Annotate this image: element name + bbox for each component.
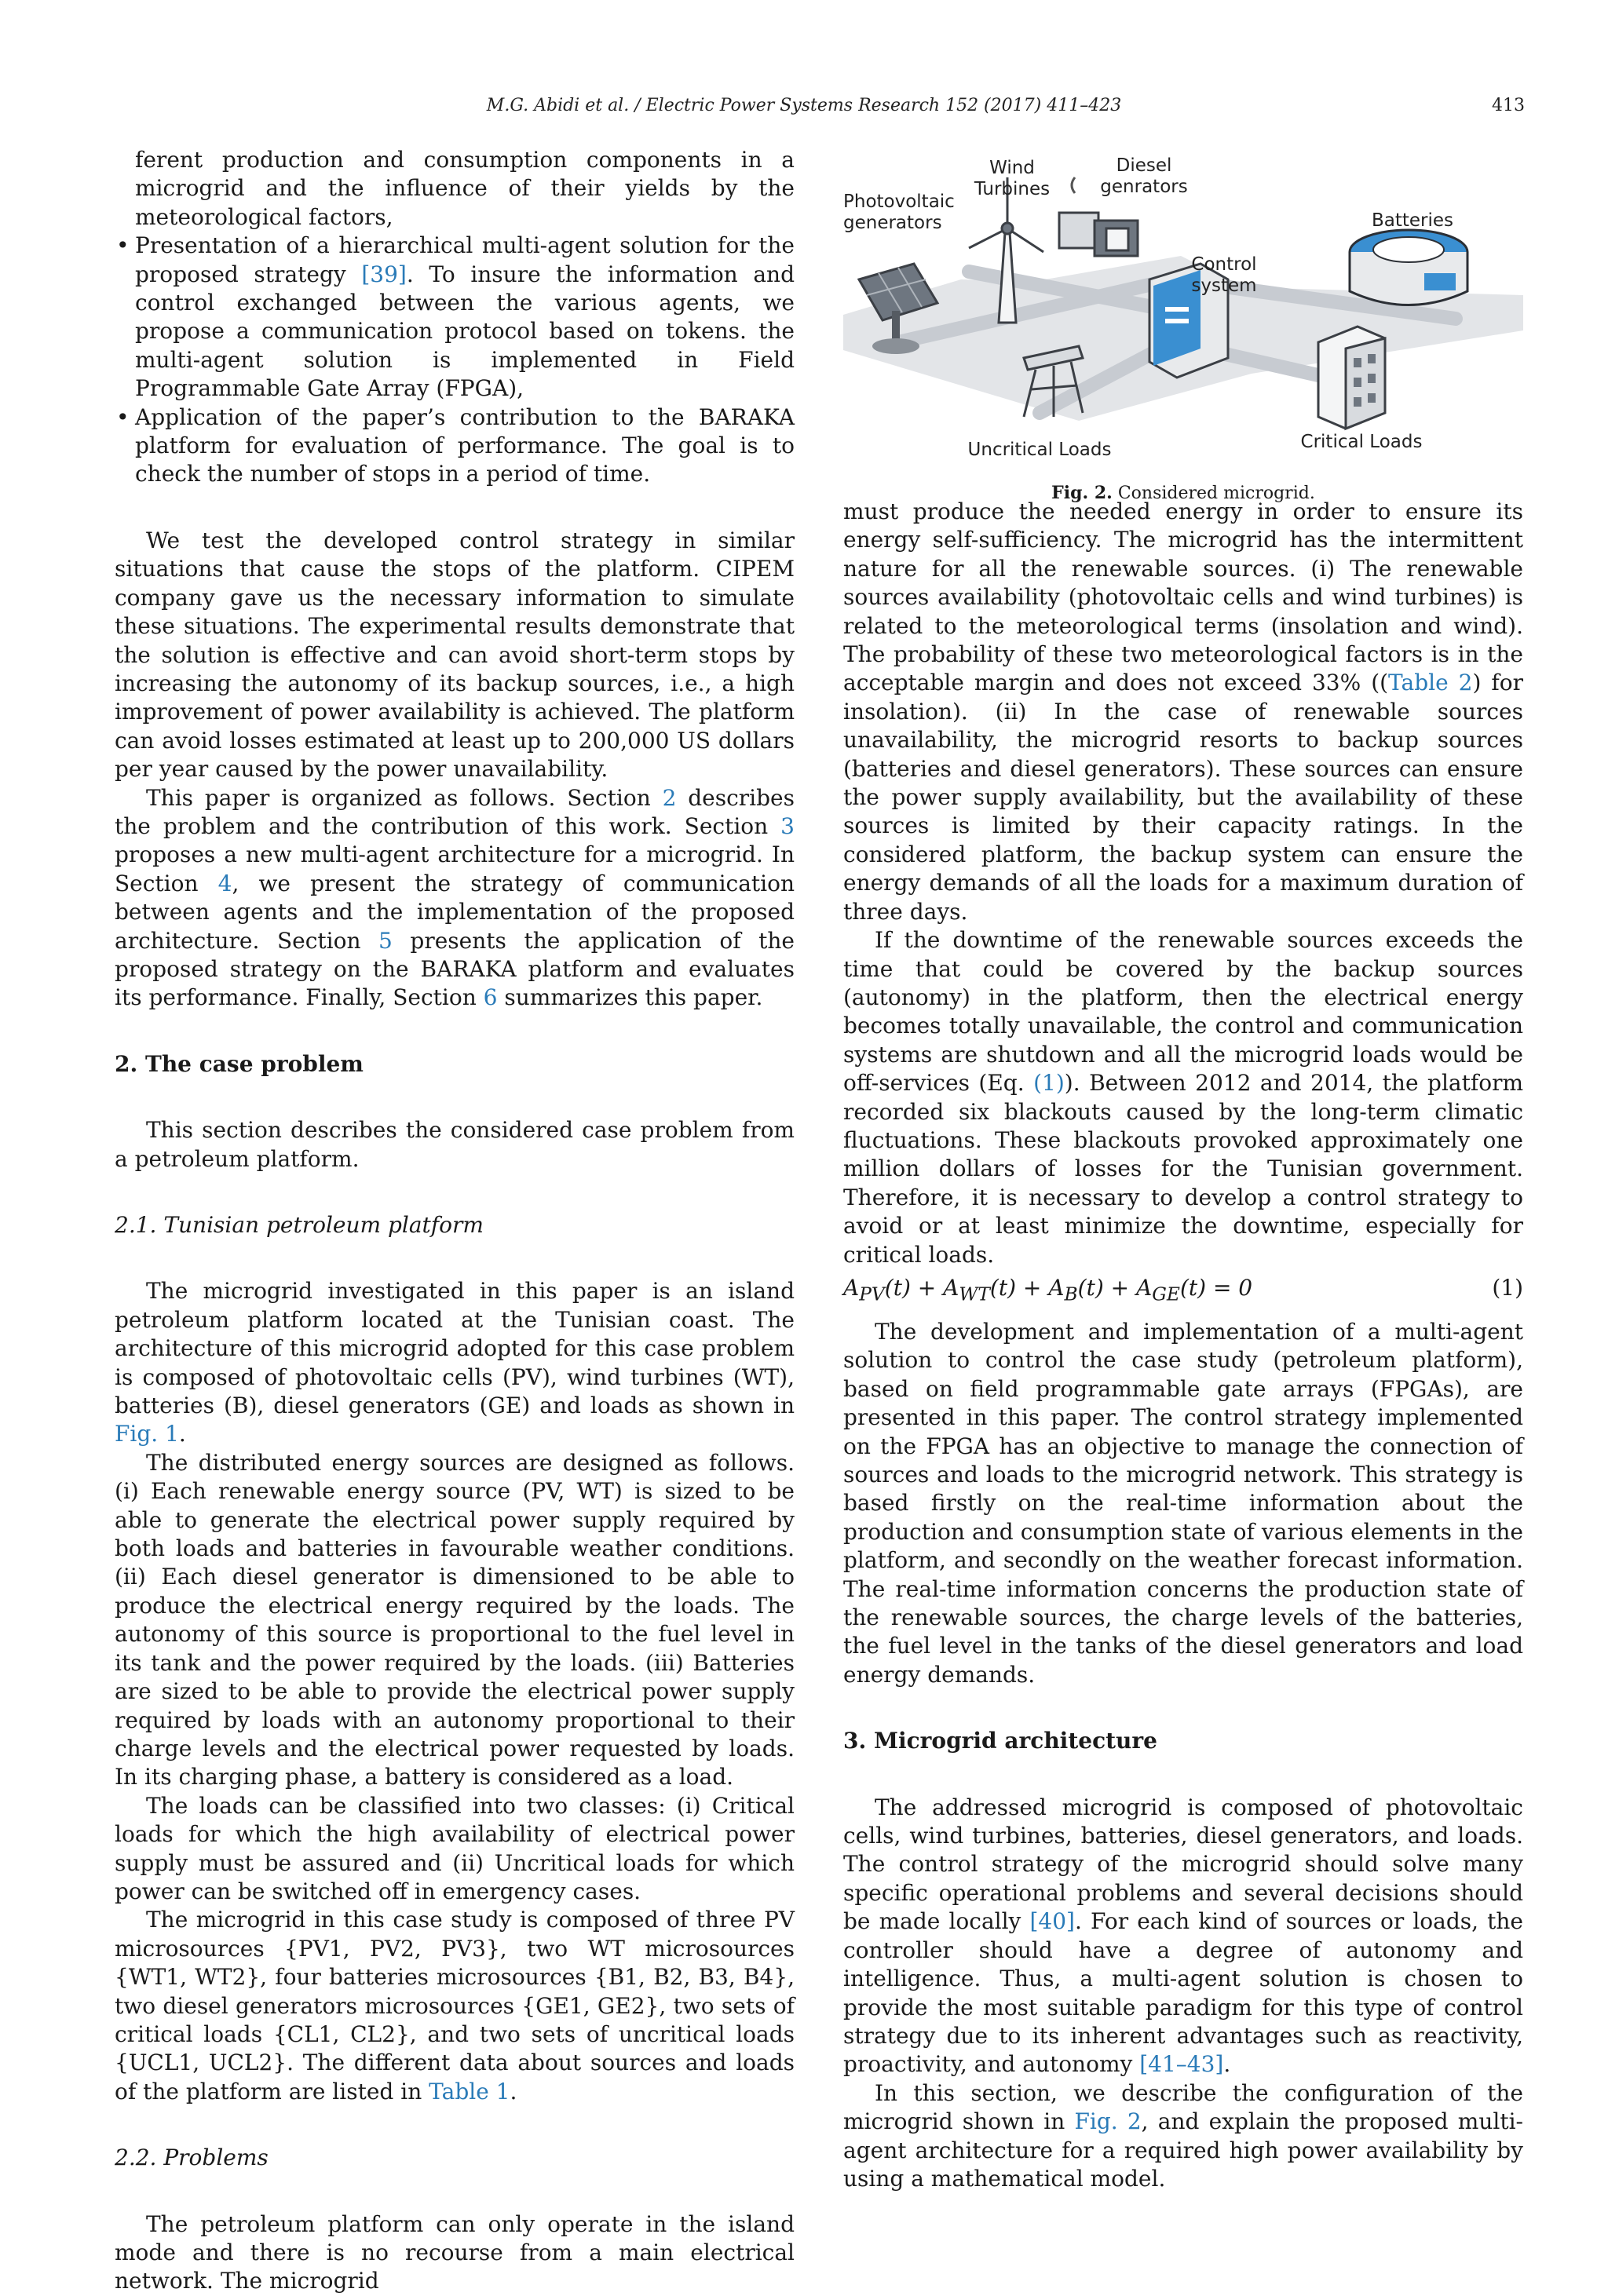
- section-link[interactable]: 4: [217, 870, 232, 896]
- label-batteries: Batteries: [1371, 210, 1454, 231]
- list-item: • Presentation of a hierarchical multi-agent solution for the proposed strategy [39]. To insure the information and control exchanged between the various agents, we propose a communication protocol based on tokens. the multi-agent solution is implemented in Field Programmable Gate Array (FPGA),: [135, 232, 795, 403]
- journal-citation: M.G. Abidi et al. / Electric Power Systems Research 152 (2017) 411–423: [486, 96, 1122, 115]
- ref-link[interactable]: [40]: [1029, 1908, 1075, 1935]
- paragraph-organization: This paper is organized as follows. Section 2 describes the problem and the contribution of this work. Section 3 proposes a new multi-agent architecture for a microgrid. In Section 4, we present the strategy of communication between agents and the implementation of the proposed architecture. Section 5 presents the application of the proposed strategy on the BARAKA platform and evaluates its performance. Finally, Section 6 summarizes this paper.: [115, 784, 795, 1011]
- paragraph: We test the developed control strategy in similar situations that cause the stops of the platform. CIPEM company gave us the necessary information to simulate these situations. The experimental results demonstrate that the solution is effective and can avoid short-term stops by increasing the autonomy of its backup sources, i.e., a high improvement of power availability is achieved. The platform can avoid losses estimated at least up to 200,000 US dollars per year caused by the power unavailability.: [115, 527, 795, 783]
- label-diesel: Diesel genrators: [1100, 155, 1188, 197]
- ref-link[interactable]: [41–43]: [1139, 2051, 1224, 2078]
- left-column: [115, 146, 795, 2296]
- caption-label: Fig. 2.: [1051, 483, 1113, 503]
- paragraph: The distributed energy sources are designed as follows. (i) Each renewable energy source (PV, WT) is sized to be able to generate the electrical power supply required by both loads and batteries in favourable weather conditions. (ii) Each diesel generator is dimensioned to be able to produce the electrical energy required by the loads. The autonomy of this source is proportional to the fuel level in its tank and the power required by the loads. (iii) Batteries are sized to be able to provide the electrical power supply required by loads with an autonomy proportional to their charge levels and the electrical power requested by loads. In its charging phase, a battery is considered as a load.: [115, 1449, 795, 1790]
- section-heading: 2. The case problem: [115, 1050, 364, 1077]
- paragraph: The microgrid in this case study is composed of three PV microsources {PV1, PV2, PV3}, two WT microsources {WT1, WT2}, four batteries microsources {B1, B2, B3, B4}, two diesel generators microsources {GE1, GE2}, two sets of critical loads {CL1, CL2}, and two sets of uncritical loads {UCL1, UCL2}. The different data about sources and loads of the platform are listed in Table 1.: [115, 1907, 795, 2104]
- caption-text: Considered microgrid.: [1117, 484, 1315, 503]
- table-link[interactable]: Table 2: [1388, 670, 1473, 696]
- paragraph: must produce the needed energy in order to ensure its energy self-sufficiency. The microgrid has the intermittent nature for all the renewable sources. (i) The renewable sources availability (photovoltaic cells and wind turbines) is related to the meteorological terms (insolation and wind). The probability of these two meteorological factors is in the acceptable margin and does not exceed 33% ((Table 2) for insolation). (ii) In the case of renewable sources unavailability, the microgrid resorts to backup sources (batteries and diesel generators). These sources can ensure the power supply availability, but the availability of these sources is limited by their capacity ratings. In the considered platform, the backup system can ensure the energy demands of all the loads for a maximum duration of three days.: [843, 498, 1523, 925]
- figure-link[interactable]: Fig. 1: [115, 1421, 179, 1447]
- battery-icon: [1350, 230, 1467, 305]
- section-link[interactable]: 3: [780, 812, 795, 839]
- section-link[interactable]: 5: [378, 927, 393, 954]
- paragraph: The development and implementation of a multi-agent solution to control the case study (petroleum platform), based on field programmable gate arrays (FPGAs), are presented in this paper. The control strategy implemented on the FPGA has an objective to manage the connection of sources and loads to the microgrid network. This strategy is based firstly on the real-time information about the production and consumption state of various elements in the platform, and secondly on the weather forecast information. The real-time information concerns the production state of the renewable sources, the charge levels of the batteries, the fuel level in the tanks of the diesel generators and load energy demands.: [843, 1318, 1523, 1688]
- critical-load-icon: [1318, 327, 1385, 429]
- paragraph: If the downtime of the renewable sources exceeds the time that could be covered by the backup sources (autonomy) in the platform, then the electrical energy becomes totally unavailable, the control and communication systems are shutdown and all the microgrid loads would be off-services (Eq. (1)). Between 2012 and 2014, the platform recorded six blackouts caused by the long-term climatic fluctuations. These blackouts provoked approximately one million dollars of losses for the Tunisian government. Therefore, it is necessary to develop a control strategy to avoid or at least minimize the downtime, especially for critical loads.: [843, 927, 1523, 1268]
- paragraph: The microgrid investigated in this paper is an island petroleum platform located at the Tunisian coast. The architecture of this microgrid adopted for this case problem is composed of photovoltaic cells (PV), wind turbines (WT), batteries (B), diesel generators (GE) and loads as shown in Fig. 1.: [115, 1278, 795, 1447]
- paragraph: This section describes the considered case problem from a petroleum platform.: [115, 1117, 795, 1172]
- page-number: 413: [1492, 96, 1525, 115]
- equation-1: [843, 1274, 1523, 1309]
- label-wind: Wind Turbines: [974, 158, 1051, 199]
- section-link[interactable]: 2: [662, 784, 677, 811]
- right-column: [843, 498, 1523, 2193]
- subsection-heading: 2.1. Tunisian petroleum platform: [115, 1212, 484, 1238]
- label-uncritical: Uncritical Loads: [967, 440, 1112, 460]
- subsection-heading: 2.2. Problems: [115, 2145, 269, 2171]
- ref-link[interactable]: [39]: [361, 261, 407, 287]
- figure-link[interactable]: Fig. 2: [1074, 2108, 1142, 2135]
- equation-link[interactable]: (1): [1033, 1070, 1065, 1097]
- label-pv: Photovoltaic generators: [843, 192, 955, 233]
- running-header: [0, 96, 1608, 122]
- microgrid-figure: [843, 146, 1523, 468]
- section-heading: 3. Microgrid architecture: [843, 1728, 1157, 1754]
- contribution-list: [115, 232, 795, 489]
- list-item: • Application of the paper’s contribution to the BARAKA platform for evaluation of performance. The goal is to check the number of stops in a period of time.: [135, 403, 795, 489]
- intro-continuation: ferent production and consumption components in a microgrid and the influence of their yields by the meteorological factors,: [135, 147, 795, 230]
- table-link[interactable]: Table 1: [429, 2078, 510, 2104]
- label-control: Control system: [1191, 254, 1257, 296]
- equation-number: (1): [1492, 1274, 1523, 1301]
- section-link[interactable]: 6: [483, 984, 498, 1011]
- paragraph: In this section, we describe the configuration of the microgrid shown in Fig. 2, and explain the proposed multi-agent architecture for a required high power availability by using a mathematical model.: [843, 2079, 1523, 2192]
- paragraph: The loads can be classified into two classes: (i) Critical loads for which the high availability of electrical power supply must be assured and (ii) Uncritical loads for which power can be switched off in emergency cases.: [115, 1792, 795, 1904]
- paragraph: The addressed microgrid is composed of photovoltaic cells, wind turbines, batteries, diesel generators, and loads. The control strategy of the microgrid should solve many specific operational problems and several decisions should be made locally [40]. For each kind of sources or loads, the controller should have a degree of autonomy and intelligence. Thus, a multi-agent solution is chosen to provide the most suitable paradigm for this type of control strategy due to its inherent advantages such as reactivity, proactivity, and autonomy [41–43].: [843, 1794, 1523, 2078]
- paragraph: The petroleum platform can only operate in the island mode and there is no recourse from a main electrical network. The microgrid: [115, 2210, 795, 2294]
- label-critical: Critical Loads: [1300, 432, 1423, 452]
- equation-body: $A_{PV}(t) + A_{WT}(t) + A_B(t) + A_{GE}(t) = 0$: [843, 1274, 1253, 1305]
